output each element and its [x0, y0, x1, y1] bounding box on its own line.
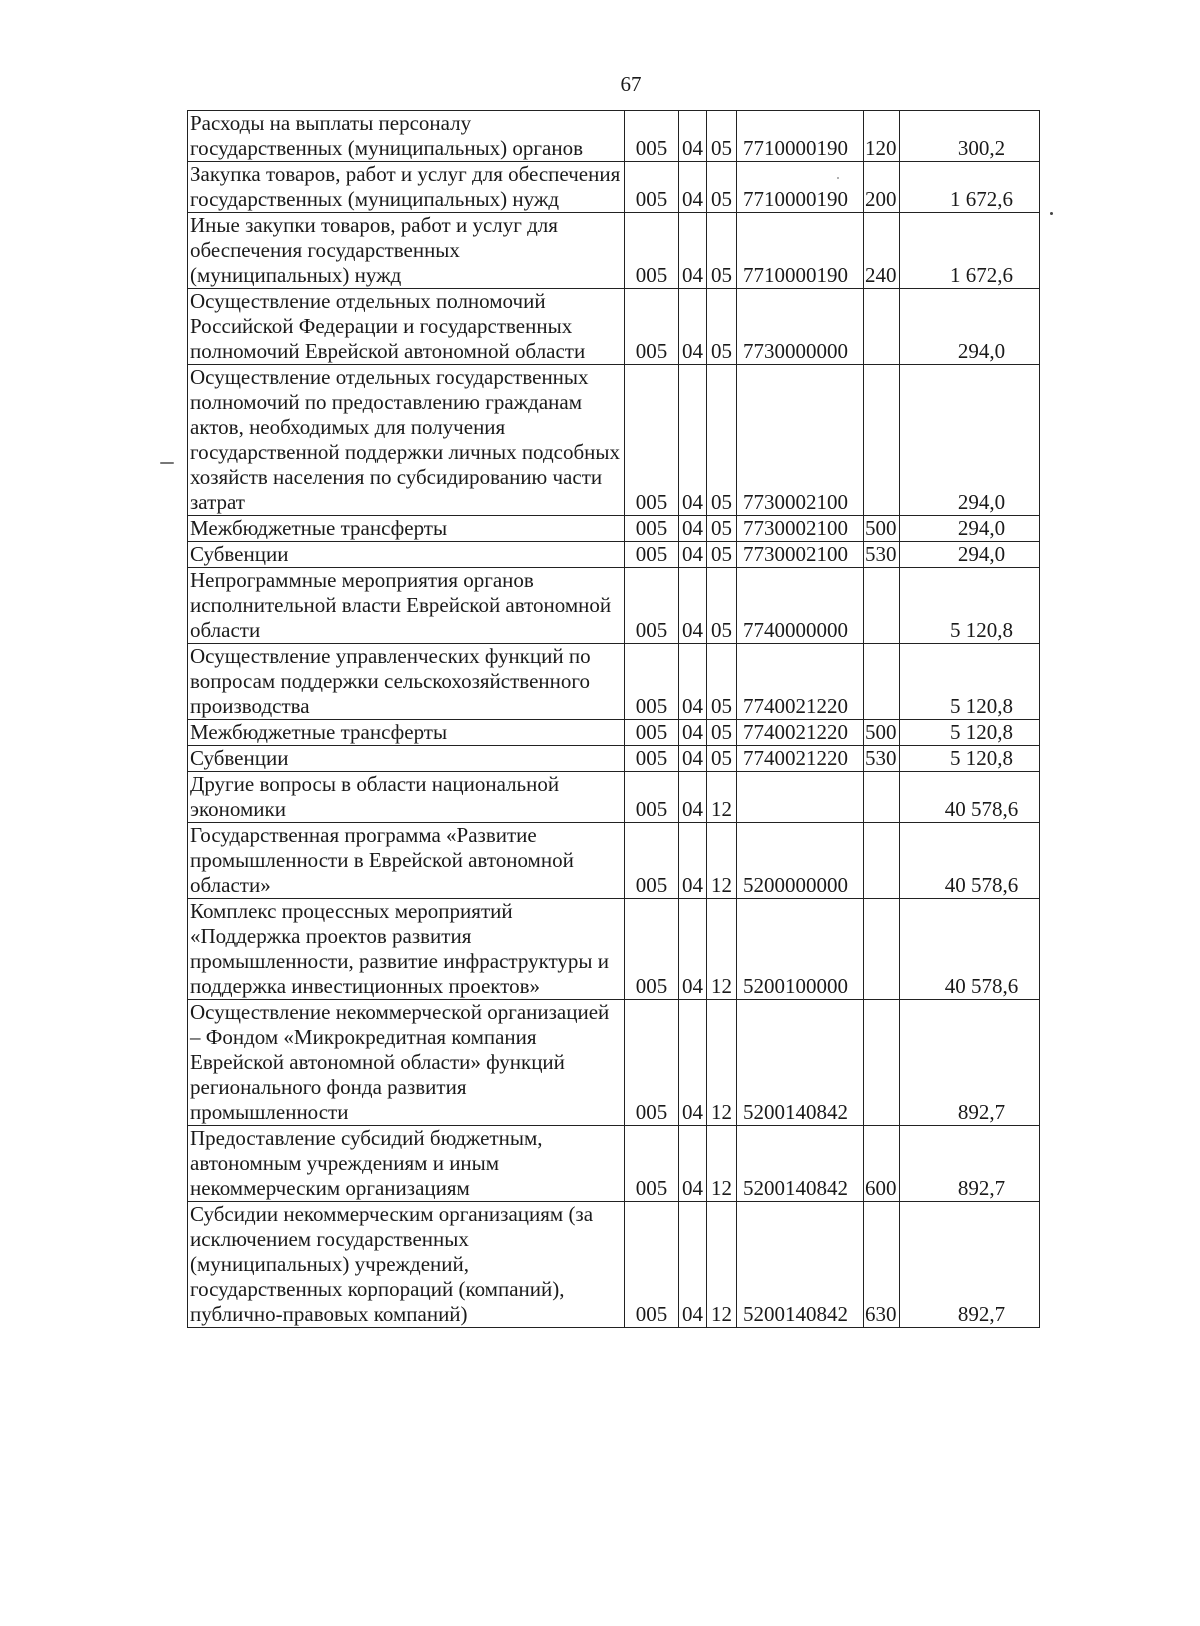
amount: 5 120,8: [900, 720, 1040, 746]
row-name: Расходы на выплаты персоналу государственных (муниципальных) органов: [188, 111, 625, 162]
section-code: 04: [679, 772, 707, 823]
row-name: Иные закупки товаров, работ и услуг для обеспечения государственных (муниципальных) нужд: [188, 213, 625, 289]
subsection-code: 12: [707, 772, 737, 823]
table-row: [188, 1000, 1040, 1126]
ministry-code: 005: [625, 365, 679, 516]
row-name: Субвенции: [188, 746, 625, 772]
expense-type-code: 500: [864, 516, 900, 542]
amount: 40 578,6: [900, 823, 1040, 899]
table-row: [188, 899, 1040, 1000]
expense-type-code: 530: [864, 746, 900, 772]
target-code: 7730002100: [737, 516, 864, 542]
amount: 294,0: [900, 542, 1040, 568]
ministry-code: 005: [625, 516, 679, 542]
subsection-code: 12: [707, 1202, 737, 1328]
ministry-code: 005: [625, 899, 679, 1000]
target-code: 5200100000: [737, 899, 864, 1000]
target-code: 7730002100: [737, 542, 864, 568]
table-row: [188, 516, 1040, 542]
section-code: 04: [679, 516, 707, 542]
row-name: Предоставление субсидий бюджетным, автономным учреждениям и иным некоммерческим организациям: [188, 1126, 625, 1202]
target-code: 5200140842: [737, 1202, 864, 1328]
ministry-code: 005: [625, 772, 679, 823]
table-row: [188, 111, 1040, 162]
expense-type-code: 500: [864, 720, 900, 746]
target-code: 7740021220: [737, 644, 864, 720]
target-code: 7730000000: [737, 289, 864, 365]
target-code: 7740021220: [737, 746, 864, 772]
scan-speck: [837, 177, 839, 179]
section-code: 04: [679, 111, 707, 162]
section-code: 04: [679, 1202, 707, 1328]
subsection-code: 05: [707, 746, 737, 772]
table-row: [188, 772, 1040, 823]
ministry-code: 005: [625, 162, 679, 213]
expense-type-code: [864, 823, 900, 899]
amount: 40 578,6: [900, 772, 1040, 823]
target-code: 7710000190: [737, 111, 864, 162]
subsection-code: 12: [707, 1000, 737, 1126]
budget-table: [187, 110, 1040, 1328]
target-code: 7740000000: [737, 568, 864, 644]
amount: 892,7: [900, 1000, 1040, 1126]
row-name: Государственная программа «Развитие промышленности в Еврейской автономной области»: [188, 823, 625, 899]
ministry-code: 005: [625, 1126, 679, 1202]
table-row: [188, 644, 1040, 720]
subsection-code: 05: [707, 542, 737, 568]
table-row: [188, 823, 1040, 899]
target-code: 5200000000: [737, 823, 864, 899]
amount: 294,0: [900, 365, 1040, 516]
table-row: [188, 1202, 1040, 1328]
row-name: Комплекс процессных мероприятий «Поддержка проектов развития промышленности, развитие инфраструктуры и поддержка инвестиционных проектов»: [188, 899, 625, 1000]
row-name: Осуществление управленческих функций по вопросам поддержки сельскохозяйственного производства: [188, 644, 625, 720]
subsection-code: 12: [707, 899, 737, 1000]
ministry-code: 005: [625, 1202, 679, 1328]
section-code: 04: [679, 644, 707, 720]
section-code: 04: [679, 213, 707, 289]
subsection-code: 05: [707, 213, 737, 289]
subsection-code: 12: [707, 823, 737, 899]
amount: 294,0: [900, 289, 1040, 365]
section-code: 04: [679, 720, 707, 746]
amount: 892,7: [900, 1202, 1040, 1328]
target-code: 5200140842: [737, 1126, 864, 1202]
amount: 892,7: [900, 1126, 1040, 1202]
table-row: [188, 213, 1040, 289]
expense-type-code: [864, 899, 900, 1000]
ministry-code: 005: [625, 644, 679, 720]
section-code: 04: [679, 746, 707, 772]
subsection-code: 05: [707, 516, 737, 542]
target-code: 7730002100: [737, 365, 864, 516]
row-name: Субсидии некоммерческим организациям (за исключением государственных (муниципальных) учреждений, государственных корпораций (компаний), публично-правовых компаний): [188, 1202, 625, 1328]
table-row: [188, 289, 1040, 365]
ministry-code: 005: [625, 111, 679, 162]
table-row: [188, 568, 1040, 644]
subsection-code: 05: [707, 162, 737, 213]
row-name: Межбюджетные трансферты: [188, 516, 625, 542]
expense-type-code: [864, 365, 900, 516]
amount: 300,2: [900, 111, 1040, 162]
subsection-code: 05: [707, 365, 737, 516]
row-name: Осуществление отдельных полномочий Российской Федерации и государственных полномочий Еврейской автономной области: [188, 289, 625, 365]
expense-type-code: 200: [864, 162, 900, 213]
page-number: 67: [620, 72, 642, 96]
section-code: 04: [679, 1000, 707, 1126]
subsection-code: 05: [707, 720, 737, 746]
section-code: 04: [679, 899, 707, 1000]
row-name: Другие вопросы в области национальной экономики: [188, 772, 625, 823]
expense-type-code: [864, 289, 900, 365]
section-code: 04: [679, 162, 707, 213]
ministry-code: 005: [625, 1000, 679, 1126]
subsection-code: 05: [707, 111, 737, 162]
subsection-code: 05: [707, 644, 737, 720]
expense-type-code: [864, 568, 900, 644]
amount: 40 578,6: [900, 899, 1040, 1000]
ministry-code: 005: [625, 720, 679, 746]
ministry-code: 005: [625, 213, 679, 289]
expense-type-code: [864, 644, 900, 720]
target-code: 5200140842: [737, 1000, 864, 1126]
ministry-code: 005: [625, 568, 679, 644]
subsection-code: 12: [707, 1126, 737, 1202]
ministry-code: 005: [625, 823, 679, 899]
amount: 5 120,8: [900, 746, 1040, 772]
expense-type-code: 600: [864, 1126, 900, 1202]
scan-speck: [160, 462, 174, 464]
ministry-code: 005: [625, 542, 679, 568]
ministry-code: 005: [625, 746, 679, 772]
expense-type-code: 630: [864, 1202, 900, 1328]
row-name: Закупка товаров, работ и услуг для обеспечения государственных (муниципальных) нужд: [188, 162, 625, 213]
section-code: 04: [679, 542, 707, 568]
amount: 5 120,8: [900, 568, 1040, 644]
table-row: [188, 365, 1040, 516]
expense-type-code: [864, 1000, 900, 1126]
target-code: 7740021220: [737, 720, 864, 746]
subsection-code: 05: [707, 568, 737, 644]
section-code: 04: [679, 1126, 707, 1202]
amount: 1 672,6: [900, 213, 1040, 289]
subsection-code: 05: [707, 289, 737, 365]
table-row: [188, 542, 1040, 568]
row-name: Межбюджетные трансферты: [188, 720, 625, 746]
expense-type-code: 240: [864, 213, 900, 289]
row-name: Осуществление некоммерческой организацией – Фондом «Микрокредитная компания Еврейской автономной области» функций регионального фонда развития промышленности: [188, 1000, 625, 1126]
table-row: [188, 1126, 1040, 1202]
section-code: 04: [679, 289, 707, 365]
ministry-code: 005: [625, 289, 679, 365]
table-body: [188, 111, 1040, 1328]
target-code: 7710000190: [737, 213, 864, 289]
scan-speck: [1050, 212, 1053, 215]
section-code: 04: [679, 365, 707, 516]
target-code: [737, 772, 864, 823]
amount: 1 672,6: [900, 162, 1040, 213]
table-row: [188, 746, 1040, 772]
target-code: 7710000190: [737, 162, 864, 213]
row-name: Осуществление отдельных государственных полномочий по предоставлению гражданам актов, необходимых для получения государственной поддержки личных подсобных хозяйств населения по субсидированию части затрат: [188, 365, 625, 516]
amount: 5 120,8: [900, 644, 1040, 720]
section-code: 04: [679, 823, 707, 899]
row-name: Непрограммные мероприятия органов исполнительной власти Еврейской автономной области: [188, 568, 625, 644]
amount: 294,0: [900, 516, 1040, 542]
expense-type-code: 120: [864, 111, 900, 162]
table-row: [188, 720, 1040, 746]
row-name: Субвенции: [188, 542, 625, 568]
table-row: [188, 162, 1040, 213]
expense-type-code: [864, 772, 900, 823]
section-code: 04: [679, 568, 707, 644]
expense-type-code: 530: [864, 542, 900, 568]
